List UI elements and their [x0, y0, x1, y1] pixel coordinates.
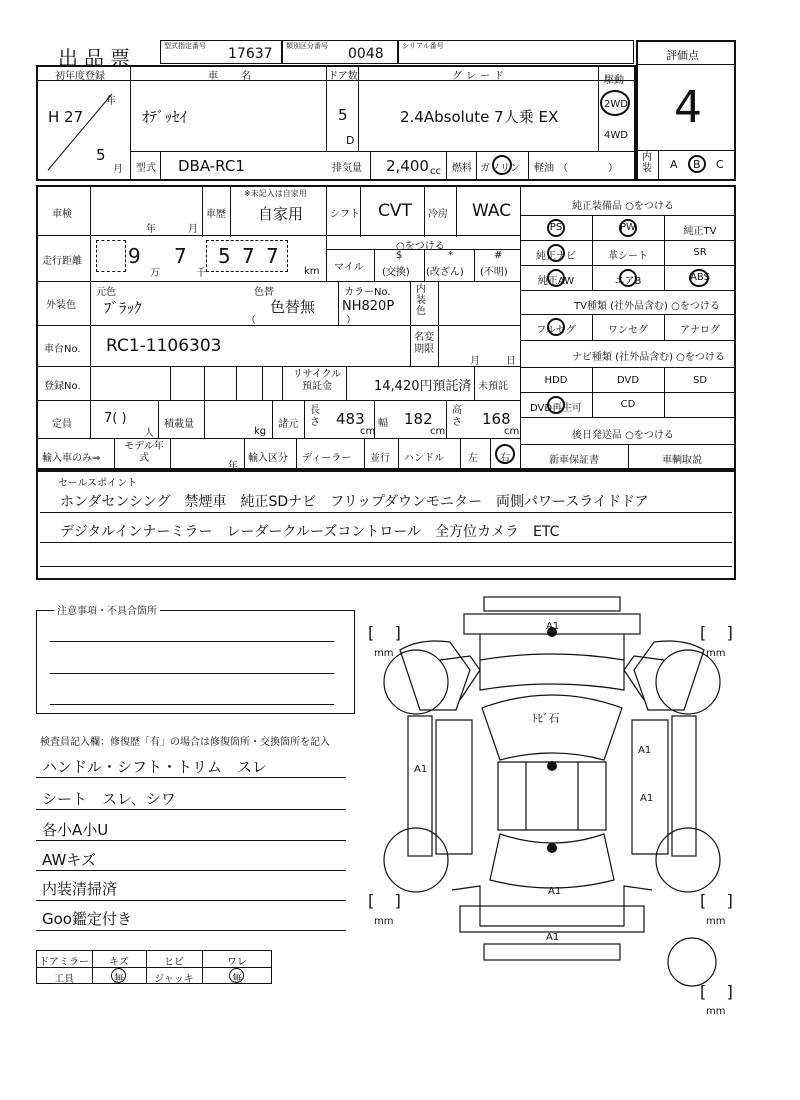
table-jack-none: 無 — [232, 974, 242, 985]
chassis-value: RC1-1106303 — [106, 336, 222, 356]
load-unit: kg — [254, 426, 267, 437]
length: 483 — [336, 410, 365, 428]
dims-label: 諸元 — [278, 419, 298, 430]
fuel-gas: ガソリン — [480, 163, 520, 174]
drive-4wd: 4WD — [604, 130, 628, 141]
displacement: 2,400 — [386, 157, 429, 175]
mark-tobiishi: ﾄﾋﾞ石 — [532, 712, 560, 725]
table-tools-none: 無 — [114, 974, 124, 985]
door-label: ドア数 — [328, 71, 358, 82]
interior-a: A — [670, 158, 678, 171]
equip-airbag-circle — [619, 269, 637, 287]
model-code-value: 17637 — [228, 46, 273, 62]
color-no-label: カラーNo. — [344, 287, 391, 298]
color-no: NH820P — [342, 299, 395, 314]
interior-label: 内装 — [642, 152, 652, 174]
chassis-label: 車台No. — [44, 344, 81, 355]
table-scratch: キズ — [109, 957, 129, 968]
drive-2wd: 2WD — [604, 99, 628, 110]
inspection-label: 車検 — [52, 209, 72, 220]
table-jack: ジャッキ — [154, 974, 194, 985]
mark-a1-front: A1 — [546, 621, 560, 632]
height: 168 — [482, 410, 511, 428]
equip-pw: PW — [620, 222, 636, 233]
grade-label: グレード — [452, 71, 508, 82]
navi-hdd: HDD — [544, 375, 568, 386]
recycle-label: リサイクル預託金 — [292, 369, 342, 392]
drive-label: 駆動 — [604, 75, 624, 86]
mileage-digit-3: 5 — [218, 244, 231, 268]
interior-b-circle — [688, 155, 706, 173]
equip-leather: 革シート — [608, 251, 648, 262]
capacity-label: 定員 — [52, 419, 72, 430]
displacement-cc: cc — [430, 166, 441, 177]
width: 182 — [404, 410, 433, 428]
drive-2wd-circle — [600, 90, 630, 116]
tread-spare-unit: mm — [706, 1006, 726, 1017]
history-label: 車歴 — [206, 209, 226, 220]
equip-title: 純正装備品 ○をつける — [572, 201, 674, 212]
note-line-3: 各小A小U — [42, 821, 109, 839]
door-d: D — [346, 134, 355, 147]
note-line-2: シート スレ、シワ — [42, 790, 176, 808]
mileage-km: km — [304, 266, 320, 277]
fuel-gas-circle — [492, 155, 512, 175]
first-reg-era: H 27 — [48, 108, 84, 126]
equip-navi-circle — [547, 244, 565, 262]
fuel-diesel: 軽油 — [534, 163, 554, 174]
mileage-label: 走行距離 — [42, 256, 82, 267]
caution-label: 注意事項・不具合箇所 — [54, 602, 160, 617]
mark-a1-left: A1 — [414, 764, 428, 775]
mark-a1-rear: A1 — [548, 886, 562, 897]
table-door-mirror: ドアミラー — [39, 957, 89, 968]
type-label: 型式 — [136, 163, 156, 174]
exterior-label: 外装色 — [46, 300, 76, 311]
doors: 5 — [338, 106, 348, 124]
tv-title: TV種類 (社外品含む) ○をつける — [574, 301, 720, 312]
equip-ps: PS — [549, 222, 563, 233]
sales-points-label: セールスポイント — [58, 478, 138, 489]
wid-label: 幅 — [378, 418, 388, 429]
model-code-label: 型式指定番号 — [164, 42, 206, 50]
car-name-label: 車 名 — [208, 71, 262, 82]
model-year-label: モデル年式 — [124, 441, 164, 464]
first-reg-month: 5 — [96, 146, 106, 164]
tread-fl-unit: mm — [374, 648, 394, 659]
mileage-digit-4: 7 — [242, 244, 255, 268]
note-line-6: Goo鑑定付き — [42, 910, 132, 928]
ac-label: 冷房 — [428, 209, 448, 220]
caution-box — [36, 610, 354, 714]
repaint-label: 色替 — [254, 287, 274, 298]
mark-a1-right-rear: A1 — [640, 793, 654, 804]
tread-fl-bracket: [ ] — [368, 623, 401, 642]
navi-dvd-play: DVD再生可 — [529, 403, 583, 414]
inspection-month: 月 — [188, 224, 198, 235]
mileage-tamper-sym: * — [448, 250, 453, 261]
handle-right: 右 — [500, 453, 510, 464]
handle-left: 左 — [468, 453, 478, 464]
equip-abs-circle — [689, 269, 709, 287]
form-title: 出品票 — [58, 46, 136, 70]
equip-aw-circle — [547, 269, 565, 287]
ac-value: WAC — [472, 201, 512, 221]
grade: 2.4Absolute 7人乗 EX — [400, 108, 559, 126]
sales-line-1: ホンダセンシング 禁煙車 純正SDナビ フリップダウンモニター 両側パワースライドドア — [60, 494, 649, 510]
parallel: 並行 — [370, 453, 390, 464]
category-label: 類別区分番号 — [286, 42, 328, 50]
navi-sd: SD — [692, 375, 708, 386]
equip-aw: 純正AW — [537, 276, 575, 287]
note-line-1: ハンドル・シフト・トリム スレ — [42, 758, 268, 776]
mark-a1-bumper: A1 — [546, 932, 560, 943]
recycle-value: 14,420円預託済 — [374, 379, 472, 394]
mileage-digit-box-1 — [96, 240, 126, 272]
ship-warranty: 新車保証書 — [549, 455, 599, 466]
mileage-unknown-sym: # — [494, 250, 503, 261]
capacity-value: 7( ) — [104, 411, 127, 426]
navi-title: ナビ種類 (社外品含む) ○をつける — [572, 352, 725, 363]
first-reg-month-unit: 月 — [113, 164, 123, 175]
equip-navi: 純正ナビ — [536, 251, 576, 262]
shift-label: シフト — [330, 209, 360, 220]
table-break: ワレ — [227, 957, 247, 968]
tread-rr-bracket: [ ] — [700, 891, 733, 910]
orig-color-label: 元色 — [96, 287, 116, 298]
first-reg-label: 初年度登録 — [55, 71, 105, 82]
tv-analog: アナログ — [680, 325, 720, 336]
mileage-sen: 千 — [196, 268, 206, 279]
interior-b: B — [693, 158, 701, 171]
length-cm: cm — [360, 426, 376, 437]
sales-line-2: デジタルインナーミラー レーダークルーズコントロール 全方位カメラ ETC — [60, 524, 560, 540]
mileage-man: 万 — [150, 268, 160, 279]
equip-sr: SR — [693, 247, 707, 258]
title-change-month: 月 — [470, 356, 480, 367]
model-year-unit: 年 — [228, 461, 238, 472]
ship-manual: 車輌取説 — [662, 455, 702, 466]
import-type-label: 輸入区分 — [248, 453, 288, 464]
mileage-exchange-sym: $ — [396, 250, 403, 261]
navi-cd: CD — [620, 399, 636, 410]
capacity-unit: 人 — [144, 428, 154, 439]
tread-rl-bracket: [ ] — [368, 891, 401, 910]
table-crack: ヒビ — [164, 957, 184, 968]
equip-tv: 純正TV — [683, 226, 717, 237]
height-cm: cm — [504, 426, 520, 437]
type-value: DBA-RC1 — [178, 157, 245, 175]
repaint-value: 色替無 — [270, 298, 316, 316]
tv-oneseg: ワンセグ — [608, 325, 648, 336]
fuel-label: 燃料 — [452, 163, 472, 174]
mark-a1-right-front: A1 — [638, 745, 652, 756]
interior-c: C — [716, 158, 724, 171]
car-name: ｵﾃﾞｯｾｲ — [142, 108, 188, 126]
title-change-label: 名変期限 — [414, 332, 434, 355]
equip-ps-circle — [547, 219, 565, 237]
mileage-digit-1: 9 — [128, 244, 141, 268]
mileage-tsukeru: ○をつける — [396, 241, 445, 252]
import-label: 輸入車のみ⇒ — [42, 453, 101, 464]
width-cm: cm — [430, 426, 446, 437]
table-tools-circle — [111, 968, 126, 983]
load-label: 積載量 — [164, 419, 194, 430]
recycle-not: 未預託 — [478, 381, 508, 392]
history-value: 自家用 — [258, 205, 304, 223]
fuel-paren: （ ） — [558, 163, 618, 174]
navi-dvd: DVD — [616, 375, 640, 386]
serial-label: シリアル番号 — [402, 42, 444, 50]
mileage-unknown: (不明) — [480, 267, 508, 278]
table-tools: 工具 — [54, 974, 74, 985]
equip-airbag: エアB — [614, 276, 642, 287]
ship-title: 後日発送品 ○をつける — [572, 430, 674, 441]
score-label: 評価点 — [666, 49, 699, 62]
mileage-digit-5: 7 — [266, 244, 279, 268]
category-value: 0048 — [348, 46, 384, 62]
tv-fullseg: フルセグ — [536, 325, 576, 336]
mileage-digit-2: 7 — [174, 244, 187, 268]
mileage-exchange: (交換) — [382, 267, 410, 278]
navi-dvd-play-circle — [547, 396, 565, 414]
note-line-5: 内装清掃済 — [42, 880, 118, 898]
table-jack-circle — [229, 968, 244, 983]
handle-right-circle — [495, 444, 515, 464]
displacement-label: 排気量 — [332, 163, 362, 174]
handle-label: ハンドル — [404, 453, 444, 464]
tread-fr-bracket: [ ] — [700, 623, 733, 642]
score-value: 4 — [674, 82, 702, 133]
first-reg-year-unit: 年 — [106, 96, 116, 107]
mileage-digit-box-2 — [206, 240, 288, 272]
dealer: ディーラー — [302, 453, 352, 464]
equip-abs: ABS — [690, 272, 710, 283]
note-line-4: AWキズ — [42, 851, 96, 869]
mileage-tamper: (改ざん) — [426, 267, 464, 278]
shift-value: CVT — [378, 201, 412, 221]
inspector-label: 検査員記入欄：修復歴「有」の場合は修復箇所・交換箇所を記入 — [40, 737, 330, 748]
inspection-year: 年 — [146, 224, 156, 235]
self-note: ※未記入は自家用 — [244, 189, 307, 198]
equip-pw-circle — [619, 219, 637, 237]
title-change-day: 日 — [506, 356, 516, 367]
tv-fullseg-circle — [547, 318, 565, 336]
mileage-mile: マイル — [334, 262, 364, 273]
tread-rr-unit: mm — [706, 916, 726, 927]
reg-no-label: 登録No. — [44, 381, 81, 392]
len-label: 長さ — [310, 405, 320, 428]
interior-color-label: 内装色 — [416, 284, 426, 317]
tread-rl-unit: mm — [374, 916, 394, 927]
tread-fr-unit: mm — [706, 648, 726, 659]
repaint-paren: （ ） — [246, 315, 356, 326]
orig-color: ﾌﾞﾗｯｸ — [104, 299, 142, 317]
hgt-label: 高さ — [452, 405, 462, 428]
tread-spare-bracket: [ ] — [700, 982, 733, 1001]
